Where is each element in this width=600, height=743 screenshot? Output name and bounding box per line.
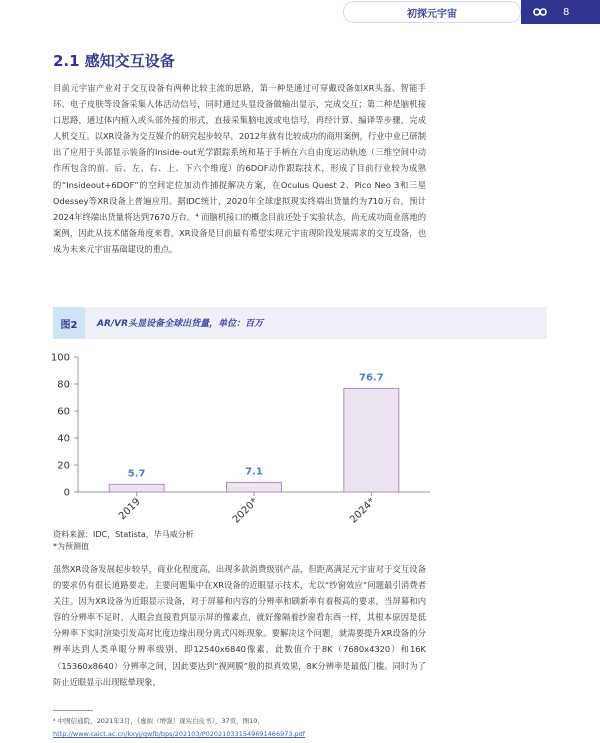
y-tick-label: 20	[57, 460, 70, 472]
data-label: 5.7	[127, 468, 146, 480]
body-paragraph: 虽然XR设备发展起步较早，商业化程度高，出现多款消费级别产品，但距离满足元宇宙对于交互设备的要求仍有很长道路要走。主要问题集中在XR设备的近眼显示技术，尤以“纱窗效应”问题最引消费者关注。因为XR设备为近眼显示设备，对于屏幕和内容的分辨率和刷新率有着极高的要求，当屏幕和内容的分辨率不足时，人眼会直接看到显示屏的像素点，就好像隔着纱窗看东西一样，其根本原因是低分辨率下实时渲染引发高对比度边缘出现分离式闪烁现象。要解决这个问题，就需要提升XR设备的分辨率达到人类单眼分辨率级别，即12540x6840像素，此数值介于8K（7680x4320）和16K（15360x8640）分辨率之间，因此要达到“视网膜”般的拟真效果，8K分辨率是最低门槛。同时为了防止近眼显示出现眩晕现象，	[53, 564, 426, 687]
y-tick-label: 0	[63, 487, 70, 499]
data-label: 7.1	[245, 466, 263, 478]
y-tick-label: 40	[57, 433, 70, 445]
footnote-link[interactable]: http://www.caict.ac.cn/kxyj/qwfb/bps/202103/P020210331549691466973.pdf	[53, 730, 306, 738]
source-line: 资料来源：IDC，Statista，毕马威分析	[53, 530, 194, 539]
header-right-block	[521, 0, 600, 24]
bar	[109, 484, 164, 492]
footnote-divider	[53, 710, 93, 711]
y-tick-label: 100	[50, 352, 70, 364]
bar	[227, 482, 282, 492]
forecast-note: *为预测值	[53, 542, 89, 551]
figure-title: AR/VR头显设备全球出货量，单位：百万	[97, 319, 264, 329]
footnote	[53, 715, 523, 741]
x-tick-label: 2019	[117, 496, 143, 523]
bar	[344, 388, 399, 492]
body-paragraph: 目前元宇宙产业对于交互设备有两种比较主流的思路，第一种是通过可穿戴设备如XR头盔、智能手环、电子皮肤等设备采集人体活动信号，同时通过头显设备做输出显示，完成交互；第二种是脑机接口思路，通过体内植入或头部外接的形式，直接采集脑电波或电信号，再经计算、编译等步骤，完成人机交互。以XR设备为交互媒介的研究起步较早，2012年就有比较成功的商用案例，行业中业已研制出了应用于头部显示装备的Inside-out光学跟踪系统和基于手柄在六自由度运动轨迹（三维空间中动作所包含的前、后、左、右、上、下六个维度）的6DOF动作跟踪技术，形成了目前行业较为成熟的“Insideout+6DOF”的空间定位加动作捕捉解决方案，在Oculus Quest 2、Pico Neo 3和三星Odessey等XR设备上普遍应用。据IDC统计，2020年全球虚拟现实终端出货量约为710万台，预计2024年终端出货量将达到7670万台。⁴ 而脑机接口的概念目前还处于实验状态，尚无成功商业落地的案例，因此从技术储备角度来看，XR设备是目前最有希望实现元宇宙现阶段发展需求的交互设备，也成为未来元宇宙基础建设的重点。	[53, 83, 426, 254]
bar-chart	[40, 346, 440, 526]
footnote-text: ⁴ 中国信通院，2021年3月，《虚拟（增强）现实白皮书》，37页，图10，	[53, 717, 264, 725]
data-label: 76.7	[358, 372, 384, 384]
x-tick-label: 2020*	[230, 496, 261, 526]
y-tick-label: 80	[57, 379, 70, 391]
page-number: 8	[563, 6, 570, 18]
figure-badge: 图2	[53, 307, 85, 339]
x-tick-label: 2024*	[348, 496, 378, 526]
y-tick-label: 60	[57, 406, 70, 418]
section-title: 2.1 感知交互设备	[53, 52, 175, 70]
figure-source	[53, 529, 194, 553]
header-title: 初探元宇宙	[343, 1, 521, 23]
figure-header	[53, 307, 547, 339]
infinity-logo-icon	[529, 5, 551, 19]
